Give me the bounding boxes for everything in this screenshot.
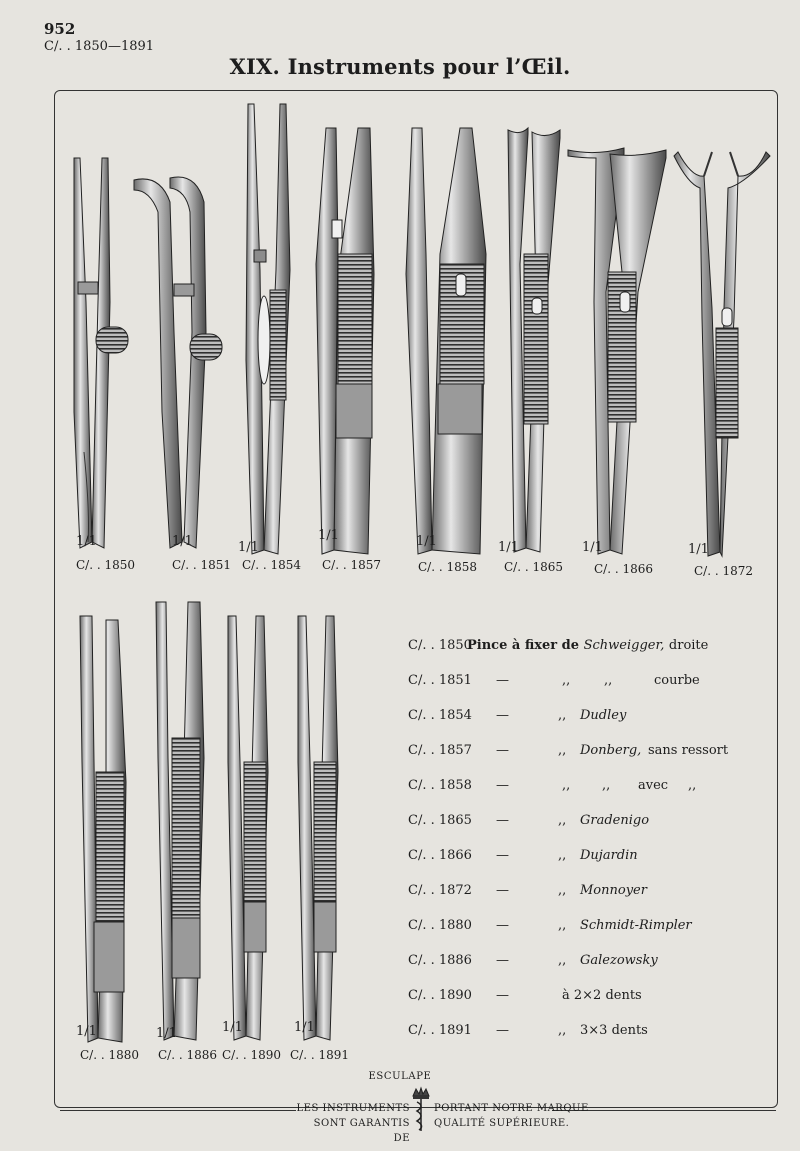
forceps-1850-illustration bbox=[64, 152, 134, 552]
legend-dash: — bbox=[496, 813, 509, 828]
scale-label: 1/1 bbox=[688, 542, 709, 557]
catalog-number: C/. . 1850 bbox=[76, 558, 136, 572]
forceps-1891-illustration bbox=[292, 612, 348, 1042]
crown-caduceus-icon bbox=[410, 1086, 432, 1132]
footer-rule-left bbox=[60, 1110, 296, 1111]
legend-ditto: ,, bbox=[558, 743, 567, 758]
scale-label: 1/1 bbox=[416, 534, 437, 549]
catalog-number: C/. . 1866 bbox=[594, 562, 654, 576]
legend-extra: avec bbox=[638, 778, 669, 793]
legend-name: Schweigger, bbox=[583, 638, 665, 653]
catalog-number: C/. . 1880 bbox=[80, 1048, 140, 1062]
legend-name: Dujardin bbox=[580, 848, 638, 863]
scale-label: 1/1 bbox=[222, 1020, 243, 1035]
legend-extra: 3×3 dents bbox=[580, 1023, 648, 1038]
catalog-number: C/. . 1858 bbox=[418, 560, 478, 574]
catalog-number: C/. . 1851 bbox=[172, 558, 232, 572]
legend-row-1854 bbox=[408, 708, 748, 730]
legend-code: C/. . 1886 bbox=[408, 953, 472, 968]
legend-dash: — bbox=[496, 918, 509, 933]
legend-dash: — bbox=[496, 988, 509, 1003]
scale-label: 1/1 bbox=[172, 534, 193, 549]
legend-name: Schmidt-Rimpler bbox=[580, 918, 692, 933]
legend-row-1857 bbox=[408, 743, 748, 765]
catalog-number: C/. . 1890 bbox=[222, 1048, 282, 1062]
scale-label: 1/1 bbox=[318, 528, 339, 543]
forceps-1854-illustration bbox=[240, 100, 300, 556]
legend-dash: — bbox=[496, 848, 509, 863]
page-title: XIX. Instruments pour l’Œil. bbox=[229, 54, 571, 79]
legend-dash: — bbox=[496, 743, 509, 758]
scale-label: 1/1 bbox=[76, 1024, 97, 1039]
forceps-1886-illustration bbox=[150, 598, 212, 1042]
catalog-number: C/. . 1886 bbox=[158, 1048, 218, 1062]
legend-ditto: ,, bbox=[558, 953, 567, 968]
legend-code: C/. . 1865 bbox=[408, 813, 472, 828]
legend-extra: droite bbox=[668, 638, 709, 653]
legend-code: C/. . 1891 bbox=[408, 1023, 472, 1038]
legend-name: Galezowsky bbox=[580, 953, 658, 968]
legend-dash: — bbox=[496, 708, 509, 723]
legend-ditto: ,, bbox=[562, 673, 571, 688]
legend-dash: — bbox=[496, 673, 509, 688]
legend-code: C/. . 1880 bbox=[408, 918, 472, 933]
legend-ditto: ,, bbox=[558, 1023, 567, 1038]
scale-label: 1/1 bbox=[294, 1020, 315, 1035]
forceps-1872-illustration bbox=[672, 148, 774, 558]
legend-row-1850 bbox=[408, 638, 748, 660]
forceps-1890-illustration bbox=[222, 612, 278, 1042]
legend-row-1891 bbox=[408, 1023, 748, 1045]
legend-row-1865 bbox=[408, 813, 748, 835]
legend-name: Monnoyer bbox=[580, 883, 647, 898]
forceps-1858-illustration bbox=[400, 124, 495, 556]
legend-extra: courbe bbox=[654, 673, 700, 688]
legend-ditto: ,, bbox=[558, 918, 567, 933]
legend-row-1886 bbox=[408, 953, 748, 975]
legend-ditto: ,, bbox=[602, 778, 611, 793]
legend-dash: — bbox=[496, 953, 509, 968]
scale-label: 1/1 bbox=[238, 540, 259, 555]
legend-code: C/. . 1866 bbox=[408, 848, 472, 863]
legend-row-1851 bbox=[408, 673, 748, 695]
legend-name: Dudley bbox=[580, 708, 627, 723]
brand-name: ESCULAPE bbox=[368, 1071, 432, 1082]
scale-label: 1/1 bbox=[582, 540, 603, 555]
footer-guarantee-right: PORTANT NOTRE MARQUE QUALITÉ SUPÉRIEURE. bbox=[434, 1103, 589, 1129]
legend-row-1880 bbox=[408, 918, 748, 940]
page-number: 952 bbox=[44, 20, 76, 38]
legend-ditto: ,, bbox=[558, 883, 567, 898]
forceps-1865-illustration bbox=[500, 124, 572, 554]
page-range: C/. . 1850—1891 bbox=[44, 39, 155, 54]
legend-ditto: ,, bbox=[688, 778, 697, 793]
catalog-number: C/. . 1865 bbox=[504, 560, 564, 574]
scale-label: 1/1 bbox=[156, 1026, 177, 1041]
legend-ditto: ,, bbox=[562, 778, 571, 793]
legend-code: C/. . 1857 bbox=[408, 743, 472, 758]
legend-row-1858 bbox=[408, 778, 748, 800]
legend-name: Gradenigo bbox=[580, 813, 650, 828]
legend-code: C/. . 1890 bbox=[408, 988, 472, 1003]
legend-extra: à 2×2 dents bbox=[562, 988, 642, 1003]
legend-code: C/. . 1850 bbox=[408, 638, 472, 653]
catalog-number: C/. . 1854 bbox=[242, 558, 302, 572]
catalog-number: C/. . 1872 bbox=[694, 564, 754, 578]
legend-row-1890 bbox=[408, 988, 748, 1010]
legend-row-1872 bbox=[408, 883, 748, 905]
forceps-1866-illustration bbox=[566, 142, 668, 556]
legend-code: C/. . 1854 bbox=[408, 708, 472, 723]
legend-ditto: ,, bbox=[558, 813, 567, 828]
legend-row-1866 bbox=[408, 848, 748, 870]
legend-code: C/. . 1858 bbox=[408, 778, 472, 793]
scale-label: 1/1 bbox=[498, 540, 519, 555]
catalog-number: C/. . 1891 bbox=[290, 1048, 350, 1062]
legend-code: C/. . 1851 bbox=[408, 673, 472, 688]
forceps-1880-illustration bbox=[72, 612, 134, 1044]
forceps-1857-illustration bbox=[308, 124, 388, 556]
scale-label: 1/1 bbox=[76, 534, 97, 549]
legend-dash: — bbox=[496, 1023, 509, 1038]
catalog-number: C/. . 1857 bbox=[322, 558, 382, 572]
legend-dash: — bbox=[496, 883, 509, 898]
legend-extra: sans ressort bbox=[648, 743, 729, 758]
forceps-1851-illustration bbox=[130, 172, 225, 552]
legend-name: Donberg, bbox=[580, 743, 642, 758]
legend-ditto: ,, bbox=[558, 708, 567, 723]
legend-ditto: ,, bbox=[604, 673, 613, 688]
legend-ditto: ,, bbox=[558, 848, 567, 863]
footer-guarantee-left: LES INSTRUMENTS SONT GARANTIS DE bbox=[296, 1103, 410, 1144]
legend-dash: — bbox=[496, 778, 509, 793]
legend-description: Pince à fixer de Schweigger, droite bbox=[467, 638, 709, 653]
legend-code: C/. . 1872 bbox=[408, 883, 472, 898]
